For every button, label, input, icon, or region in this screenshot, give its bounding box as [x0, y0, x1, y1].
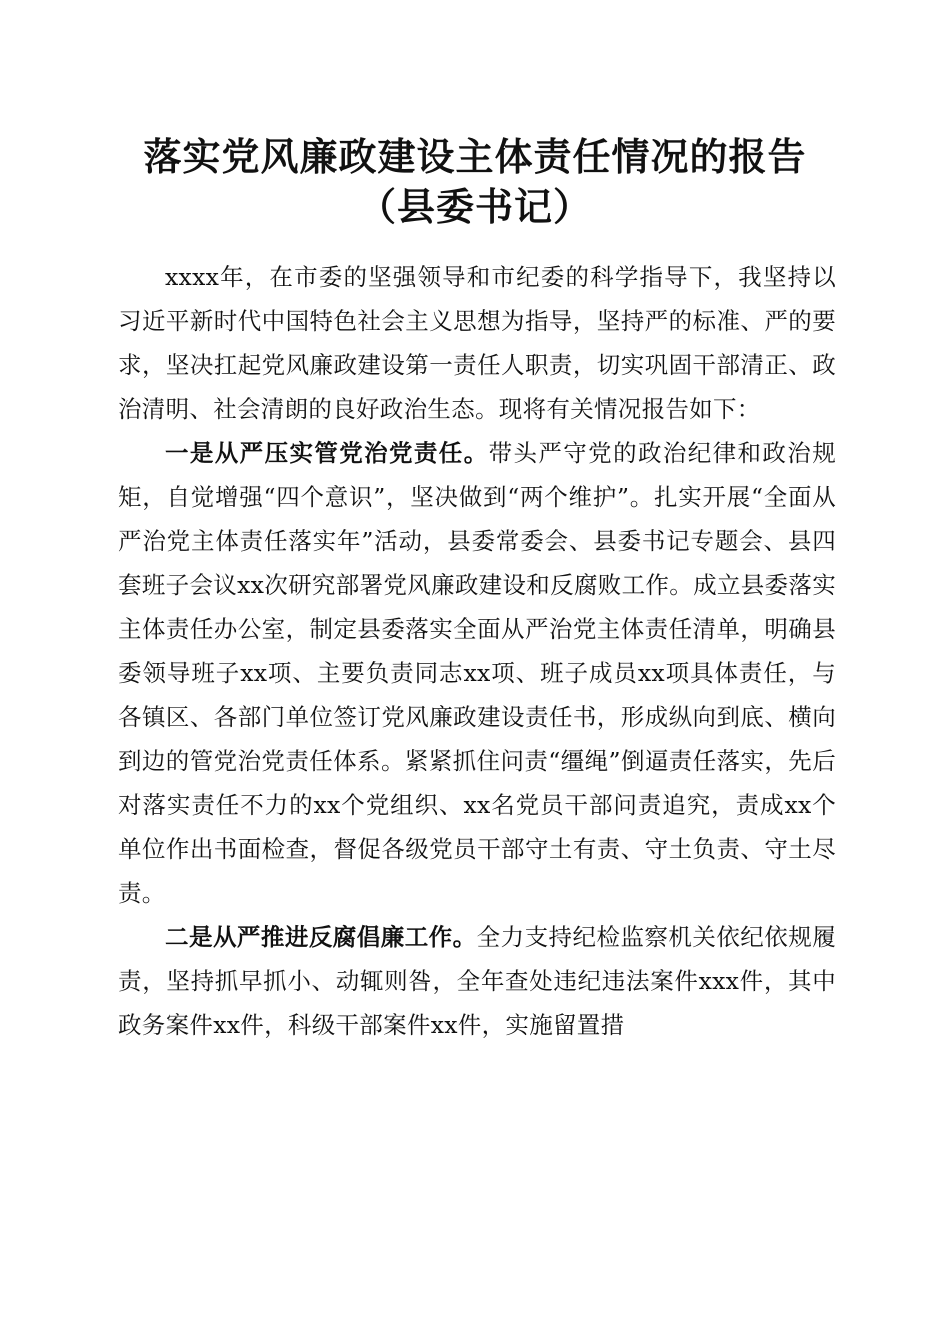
paragraph-lead: 一是从严压实管党治党责任。 — [165, 439, 489, 467]
paragraph-section-2 — [118, 915, 836, 1047]
paragraph-text: 全力支持纪检监察机关依纪依规履责，坚持抓早抓小、动辄则咎，全年查处违纪违法案件xxx件，其中政务案件xx件，科级干部案件xx件，实施留置措 — [118, 923, 837, 1039]
paragraph-section-1 — [118, 431, 836, 915]
paragraph-text: 带头严守党的政治纪律和政治规矩，自觉增强“四个意识”，坚决做到“两个维护”。扎实开展“全面从严治党主体责任落实年”活动，县委常委会、县委书记专题会、县四套班子会议xx次研究部署党风廉政建设和反腐败工作。成立县委落实主体责任办公室，制定县委落实全面从严治党主体责任清单，明确县委领导班子xx项、主要负责同志xx项、班子成员xx项具体责任，与各镇区、各部门单位签订党风廉政建设责任书，形成纵向到底、横向到边的管党治党责任体系。紧紧抓住问责“缰绳”倒逼责任落实，先后对落实责任不力的xx个党组织、xx名党员干部问责追究，责成xx个单位作出书面检查，督促各级党员干部守土有责、守土负责、守土尽责。 — [118, 439, 837, 907]
paragraph-intro — [118, 255, 836, 431]
document-title: 落实党风廉政建设主体责任情况的报告（县委书记） — [143, 134, 807, 229]
paragraph-text: xxxx年，在市委的坚强领导和市纪委的科学指导下，我坚持以习近平新时代中国特色社会主义思想为指导，坚持严的标准、严的要求，坚决扛起党风廉政建设第一责任人职责，切实巩固干部清正、政治清明、社会清朗的良好政治生态。现将有关情况报告如下： — [118, 263, 836, 423]
paragraph-lead: 二是从严推进反腐倡廉工作。 — [165, 923, 477, 951]
document-body — [118, 255, 836, 1047]
